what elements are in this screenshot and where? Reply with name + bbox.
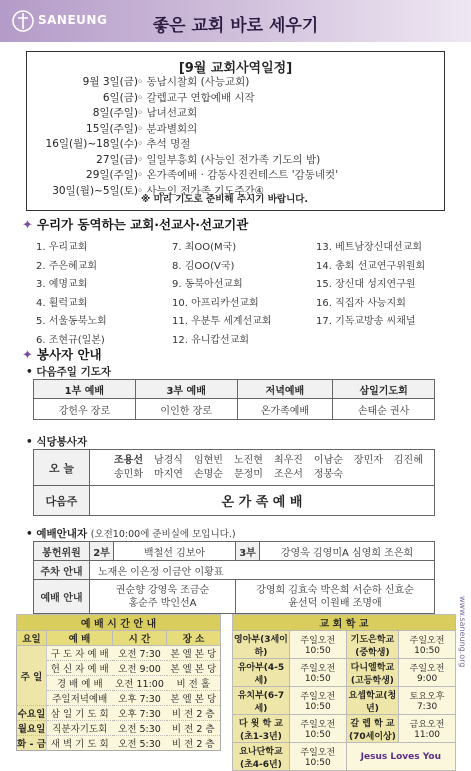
- worship-place: 비 전 2 층: [167, 721, 221, 736]
- schedule-event: ◦ 분과별회의: [137, 122, 198, 135]
- school-row: [233, 743, 456, 771]
- schedule-event: ◦ 온가족예배 · 감동사진컨테스트 '감동네컷': [137, 169, 339, 181]
- schedule-event: ◦ 남녀선교회: [137, 107, 198, 119]
- mission-item: 4. 횔럭교회: [36, 297, 88, 309]
- meal-volunteer-name: 최우진: [273, 454, 303, 466]
- schedule-event: ◦ 사능인 전가족 기도주간④: [137, 184, 265, 197]
- school-row: [233, 631, 456, 659]
- meal-today-names: [90, 450, 435, 486]
- school-time: 주일오전 10:50: [289, 687, 346, 715]
- usher-names: 권순향 강영욱 조금순 홍순주 박인선A: [90, 580, 236, 614]
- worship-place: 본 엘 본 당: [167, 646, 221, 661]
- school-row: [233, 687, 456, 715]
- meal-table: [33, 449, 435, 516]
- school-time: 토요오후 7:30: [399, 687, 456, 715]
- worship-name: 주일저녁예배: [47, 691, 113, 706]
- worship-row: [17, 676, 221, 691]
- usher-names: 강영욱 김영미A 심영희 조은희: [260, 542, 435, 561]
- mission-item: 8. 김OO(V국): [172, 260, 235, 272]
- worship-day: 화 - 금: [17, 736, 47, 751]
- meal-volunteer-name: 임현빈: [193, 454, 223, 466]
- worship-day: 월요일: [17, 721, 47, 736]
- mission-item: 1. 우리교회: [36, 242, 88, 253]
- school-time: 주일오전 9:00: [399, 659, 456, 687]
- mission-item: 7. 최OO(M국): [172, 242, 237, 253]
- mission-item: 13. 베트남장신대선교회: [316, 242, 423, 253]
- prayer-cell: 강헌우 장로: [34, 399, 136, 420]
- school-name: 갈 렙 학 교 (70세이상): [346, 715, 398, 743]
- worship-name: 경 배 예 배: [47, 676, 113, 691]
- worship-times-caption: 예 배 시 간 안 내: [17, 615, 221, 631]
- meal-volunteer-name: 송민화: [114, 468, 143, 480]
- schedule-row: [27, 167, 444, 182]
- mission-item: 16. 직집자 사능지회: [316, 297, 406, 309]
- usher-label: 예배 안내: [34, 580, 90, 614]
- schedule-row: [27, 152, 444, 167]
- mission-item: 14. 총회 선교연구위원회: [316, 260, 426, 272]
- usher-table: [33, 541, 435, 614]
- prayer-cell: 온가족예배: [237, 399, 333, 420]
- side-website: www.saneung.org: [458, 596, 467, 668]
- usher-names: 강영희 김효숙 박은희 서순하 신효순 윤선덕 이원배 조명애: [236, 580, 435, 614]
- usher-names: 백철선 김보아: [114, 542, 236, 561]
- meal-volunteer-name: 조용선: [114, 454, 143, 466]
- worship-time: 오전 5:30: [113, 736, 167, 751]
- schedule-event: ◦ 일일부흥회 (사능인 전가족 기도의 밤): [137, 153, 321, 166]
- schedule-note: ※ 미리 기도로 준비해 주시기 바랍니다.: [141, 194, 309, 205]
- worship-time: 오전 7:30: [113, 646, 167, 661]
- school-name: 요나단학교 (초4-6년): [233, 743, 290, 771]
- school-row: [233, 659, 456, 687]
- schedule-row: [27, 121, 444, 136]
- worship-row: [17, 646, 221, 661]
- schedule-row: [27, 90, 444, 105]
- worship-times-table: [16, 614, 221, 751]
- school-name: 다니엘학교 (고등학생): [346, 659, 398, 687]
- worship-time: 오후 7:30: [113, 691, 167, 706]
- prayer-header: 삼일기도회: [333, 380, 435, 399]
- mission-item: 10. 아프리카선교회: [172, 297, 259, 309]
- jesus-loves-you-banner: Jesus Loves You: [346, 743, 455, 771]
- brand-name: SANEUNG: [38, 13, 108, 27]
- usher-names: 노재은 이은정 이금안 이황표: [90, 561, 435, 580]
- school-name: 유아부(4-5세): [233, 659, 290, 687]
- worship-name: 헌 신 자 예 배: [47, 661, 113, 676]
- worship-time: 오전 9:00: [113, 661, 167, 676]
- worship-time: 오후 7:30: [113, 706, 167, 721]
- schedule-date: 27일(금): [96, 153, 138, 166]
- meal-volunteer-name: 문정미: [233, 468, 263, 480]
- meal-volunteer-name: 노진현: [233, 454, 263, 466]
- school-name: 기도은학교 (중학생): [346, 631, 398, 659]
- school-row: [233, 715, 456, 743]
- times-header: 장 소: [167, 631, 221, 646]
- mission-item: 3. 예명교회: [36, 279, 88, 290]
- worship-name: 직분자기도회: [47, 721, 113, 736]
- schedule-row: [27, 136, 444, 151]
- church-school-table: [232, 614, 456, 771]
- worship-place: 본 엘 본 당: [167, 661, 221, 676]
- school-name: 유치부(6-7세): [233, 687, 290, 715]
- schedule-event: ◦ 갈렙교구 연합예배 시작: [137, 91, 255, 104]
- worship-time: 오전 5:30: [113, 721, 167, 736]
- usher-heading: • 예배안내자 (오전10:00에 준비실에 모입니다.): [26, 528, 236, 540]
- worship-row: [17, 736, 221, 751]
- mission-item: 5. 서울동북노회: [36, 316, 107, 327]
- missions-heading: ✦ 우리가 동역하는 교회·선교사·선교기관: [22, 217, 249, 233]
- prayer-header: 저녁예배: [237, 380, 333, 399]
- prayer-cell: 손태순 권사: [333, 399, 435, 420]
- school-name: 요셉학교(청년): [346, 687, 398, 715]
- meal-volunteer-name: 김진혜: [393, 454, 423, 466]
- meal-next-label: 다음주: [34, 486, 90, 516]
- school-name: 다 윗 학 교 (초1-3년): [233, 715, 290, 743]
- schedule-date: 16일(월)~18일(수): [45, 138, 138, 150]
- schedule-row: [27, 74, 444, 89]
- church-school-caption: 교 회 학 교: [233, 615, 456, 631]
- schedule-date: 15일(주일): [86, 122, 138, 135]
- meal-volunteer-name: 남경식: [153, 454, 183, 466]
- worship-row: [17, 706, 221, 721]
- usher-service: 3부: [236, 542, 260, 561]
- times-header: 시 간: [113, 631, 167, 646]
- prayer-header: 3부 예배: [135, 380, 237, 399]
- schedule-date: 29일(주일): [86, 169, 138, 181]
- schedule-row: [27, 105, 444, 120]
- section-star-icon: ✦: [22, 348, 33, 363]
- school-time: 주일오전 10:50: [289, 743, 346, 771]
- mission-item: 12. 유니캅선교회: [172, 334, 250, 346]
- meal-next-value: 온 가 족 예 배: [90, 486, 435, 516]
- page-title: 좋은 교회 바로 세우기: [152, 16, 319, 36]
- section-star-icon: ✦: [22, 218, 33, 233]
- times-header: 요일: [17, 631, 47, 646]
- worship-name: 새 벽 기 도 회: [47, 736, 113, 751]
- schedule-event: ◦ 동남시찰회 (사능교회): [137, 76, 250, 88]
- schedule-date: 6일(금): [102, 91, 138, 104]
- volunteers-heading: ✦ 봉사자 안내: [22, 347, 102, 363]
- worship-time: 오전 11:00: [113, 676, 167, 691]
- meal-volunteer-name: 조은서: [273, 468, 303, 480]
- prayer-cell: 이인한 장로: [135, 399, 237, 420]
- page-header: [0, 0, 471, 42]
- usher-label: 주차 안내: [34, 561, 90, 580]
- usher-service: 2부: [90, 542, 114, 561]
- worship-day: 주 일: [17, 646, 47, 706]
- times-header: 예 배: [47, 631, 113, 646]
- mission-item: 15. 장신대 성지연구원: [316, 279, 416, 290]
- mission-item: 2. 주은혜교회: [36, 260, 98, 272]
- worship-row: [17, 691, 221, 706]
- meal-volunteer-name: 장민자: [353, 454, 383, 466]
- meal-today-label: 오 늘: [34, 450, 90, 486]
- meal-volunteer-name: 정봉숙: [313, 468, 343, 480]
- prayer-header: 1부 예배: [34, 380, 136, 399]
- meal-volunteer-name: 손명순: [193, 468, 223, 480]
- worship-place: 본 엘 본 당: [167, 691, 221, 706]
- school-time: 주일오전 10:50: [289, 715, 346, 743]
- school-time: 금요오전 11:00: [399, 715, 456, 743]
- meal-heading: • 식당봉사자: [26, 436, 88, 448]
- worship-place: 비 전 홀: [167, 676, 221, 691]
- schedule-event: ◦ 추석 명절: [137, 138, 191, 150]
- mission-item: 6. 조현규(일본): [36, 334, 105, 346]
- meal-volunteer-name: 이남순: [313, 454, 343, 466]
- worship-name: 구 도 자 예 배: [47, 646, 113, 661]
- mission-item: 11. 우분투 세계선교회: [172, 316, 272, 327]
- worship-place: 비 전 2 층: [167, 736, 221, 751]
- usher-label: 봉헌위원: [34, 542, 90, 561]
- schedule-date: 30일(월)~5일(토): [52, 184, 138, 197]
- school-time: 주일오전 10:50: [289, 659, 346, 687]
- schedule-title: [9월 교회사역일정]: [178, 61, 293, 76]
- worship-name: 삼 일 기 도 회: [47, 706, 113, 721]
- schedule-box: [26, 51, 445, 211]
- school-name: 영아부(3세이하): [233, 631, 290, 659]
- worship-row: [17, 661, 221, 676]
- worship-place: 비 전 2 층: [167, 706, 221, 721]
- school-time: 주일오전 10:50: [399, 631, 456, 659]
- prayer-table: [33, 379, 435, 420]
- schedule-date: 8일(주일): [92, 107, 138, 119]
- prayer-heading: • 다음주일 기도자: [26, 366, 112, 378]
- mission-item: 9. 동북아선교회: [172, 279, 243, 290]
- schedule-date: 9월 3일(금): [82, 76, 138, 88]
- worship-day: 수요일: [17, 706, 47, 721]
- school-time: 주일오전 10:50: [289, 631, 346, 659]
- worship-row: [17, 721, 221, 736]
- meal-volunteer-name: 마지연: [153, 468, 183, 480]
- mission-item: 17. 기독교방송 씨채널: [316, 316, 416, 327]
